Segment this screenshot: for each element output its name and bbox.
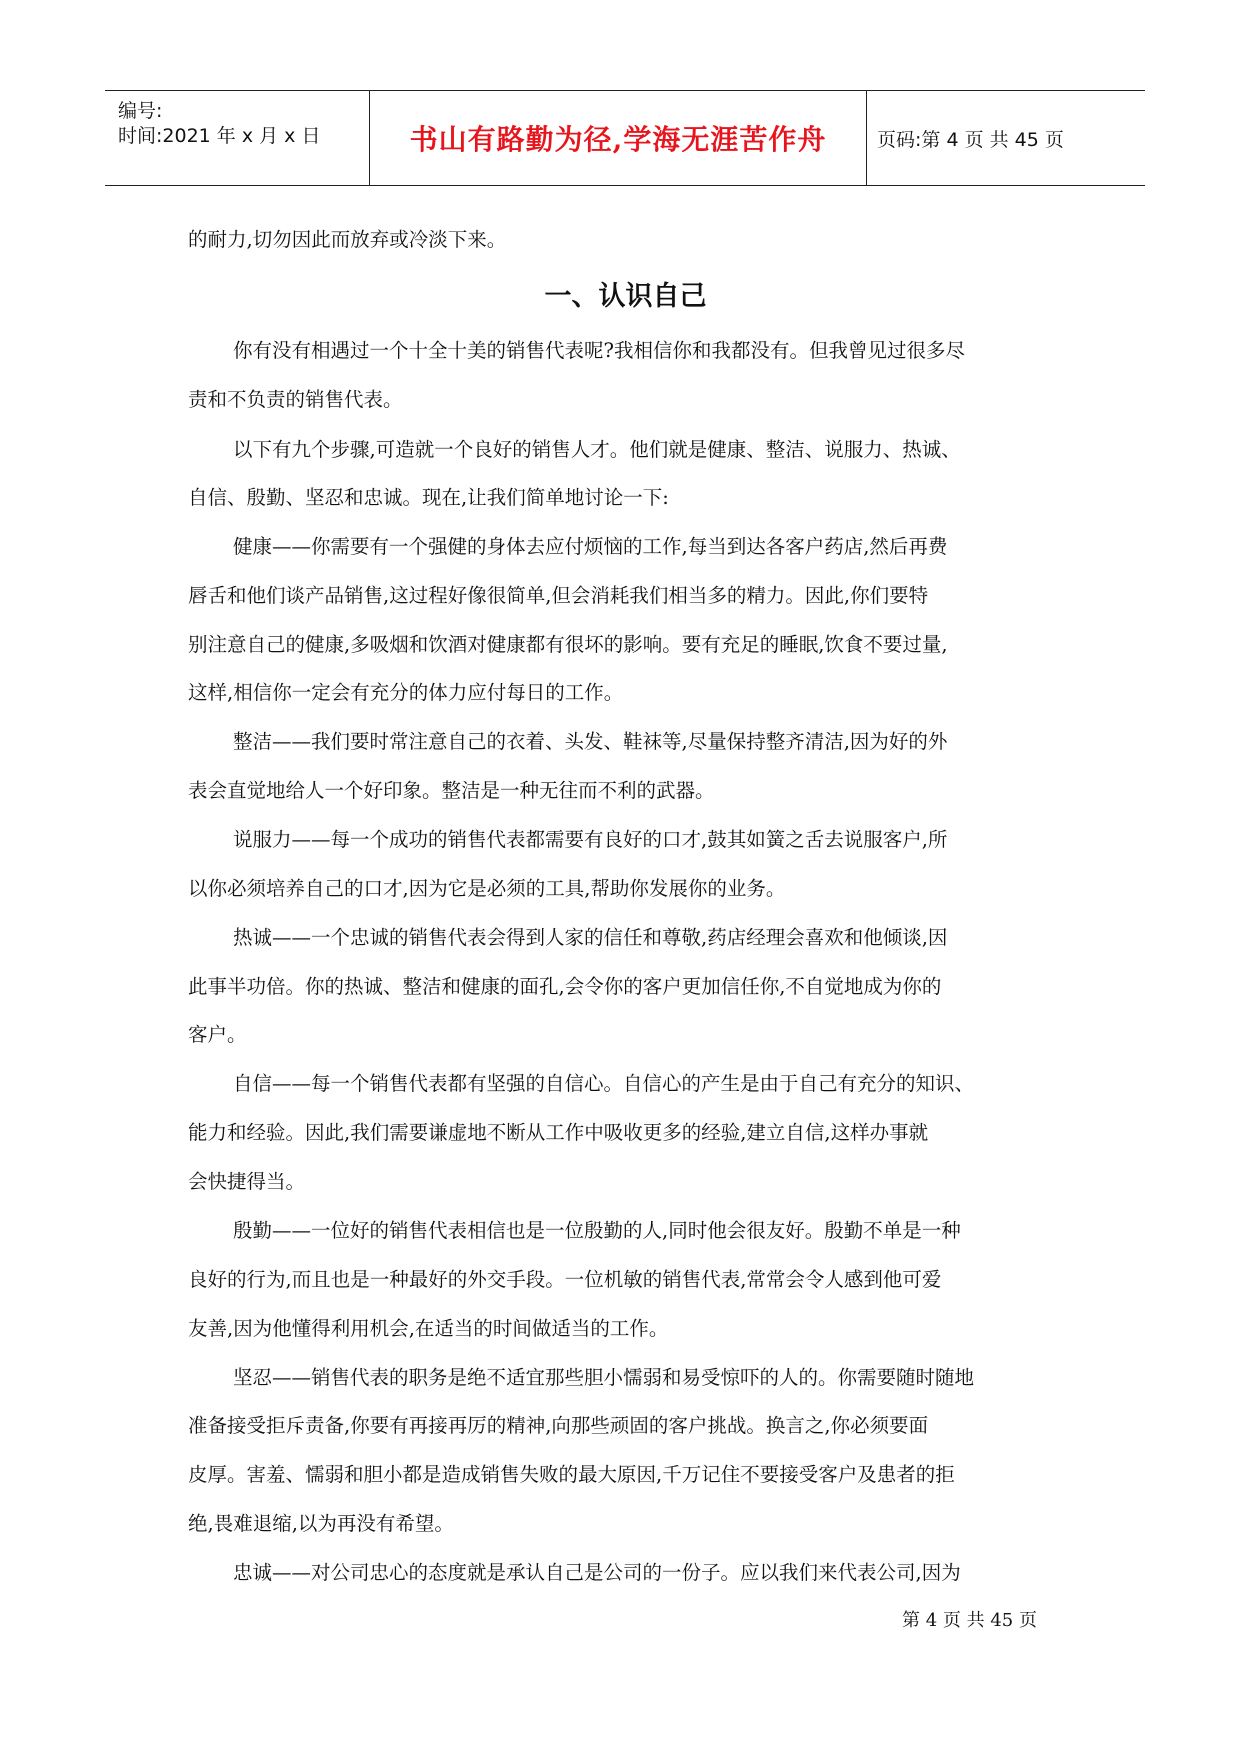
body-line: 自信——每一个销售代表都有坚强的自信心。自信心的产生是由于自己有充分的知识、 <box>233 1072 975 1095</box>
body-line: 你有没有相遇过一个十全十美的销售代表呢?我相信你和我都没有。但我曾见过很多尽 <box>233 339 965 362</box>
body-line: 绝,畏难退缩,以为再没有希望。 <box>188 1512 454 1535</box>
body-line: 热诚——一个忠诚的销售代表会得到人家的信任和尊敬,药店经理会喜欢和他倾谈,因 <box>233 926 948 949</box>
body-line: 皮厚。害羞、懦弱和胆小都是造成销售失败的最大原因,千万记住不要接受客户及患者的拒 <box>188 1463 955 1486</box>
body-line: 会快捷得当。 <box>188 1170 306 1193</box>
page-header <box>105 90 1145 186</box>
body-line: 健康——你需要有一个强健的身体去应付烦恼的工作,每当到达各客户药店,然后再费 <box>233 535 948 558</box>
body-line: 整洁——我们要时常注意自己的衣着、头发、鞋袜等,尽量保持整齐清洁,因为好的外 <box>233 730 948 753</box>
section-title: 一、认识自己 <box>544 281 707 312</box>
body-line: 自信、殷勤、坚忍和忠诚。现在,让我们简单地讨论一下: <box>188 486 669 509</box>
body-line: 表会直觉地给人一个好印象。整洁是一种无往而不利的武器。 <box>188 779 715 802</box>
document-number-label: 编号: <box>118 100 163 122</box>
body-line: 唇舌和他们谈产品销售,这过程好像很简单,但会消耗我们相当多的精力。因此,你们要特 <box>188 584 929 607</box>
body-line: 能力和经验。因此,我们需要谦虚地不断从工作中吸收更多的经验,建立自信,这样办事就 <box>188 1121 929 1144</box>
page-footer: 第 4 页 共 45 页 <box>902 1610 1037 1631</box>
header-info-cell <box>105 91 370 185</box>
body-line: 别注意自己的健康,多吸烟和饮酒对健康都有很坏的影响。要有充足的睡眠,饮食不要过量, <box>188 633 948 656</box>
header-page-code: 页码:第 4 页 共 45 页 <box>877 128 1064 151</box>
body-line: 以你必须培养自己的口才,因为它是必须的工具,帮助你发展你的业务。 <box>188 877 786 900</box>
body-line: 忠诚——对公司忠心的态度就是承认自己是公司的一份子。应以我们来代表公司,因为 <box>233 1561 961 1584</box>
body-line: 友善,因为他懂得利用机会,在适当的时间做适当的工作。 <box>188 1317 669 1340</box>
body-line: 说服力——每一个成功的销售代表都需要有良好的口才,鼓其如簧之舌去说服客户,所 <box>233 828 948 851</box>
body-line: 的耐力,切勿因此而放弃或冷淡下来。 <box>188 228 507 251</box>
header-motto-cell <box>370 91 867 185</box>
body-line: 殷勤——一位好的销售代表相信也是一位殷勤的人,同时他会很友好。殷勤不单是一种 <box>233 1219 961 1242</box>
body-line: 责和不负责的销售代表。 <box>188 388 403 411</box>
document-time: 时间:2021 年 x 月 x 日 <box>118 125 321 147</box>
body-line: 这样,相信你一定会有充分的体力应付每日的工作。 <box>188 681 624 704</box>
body-line: 此事半功倍。你的热诚、整洁和健康的面孔,会令你的客户更加信任你,不自觉地成为你的 <box>188 975 942 998</box>
body-line: 良好的行为,而且也是一种最好的外交手段。一位机敏的销售代表,常常会令人感到他可爱 <box>188 1268 942 1291</box>
body-line: 坚忍——销售代表的职务是绝不适宜那些胆小懦弱和易受惊吓的人的。你需要随时随地 <box>233 1366 975 1389</box>
body-line: 客户。 <box>188 1023 247 1046</box>
header-motto: 书山有路勤为径,学海无涯苦作舟 <box>409 123 827 156</box>
body-line: 准备接受拒斥责备,你要有再接再厉的精神,向那些顽固的客户挑战。换言之,你必须要面 <box>188 1414 929 1437</box>
body-line: 以下有九个步骤,可造就一个良好的销售人才。他们就是健康、整洁、说服力、热诚、 <box>233 438 961 461</box>
